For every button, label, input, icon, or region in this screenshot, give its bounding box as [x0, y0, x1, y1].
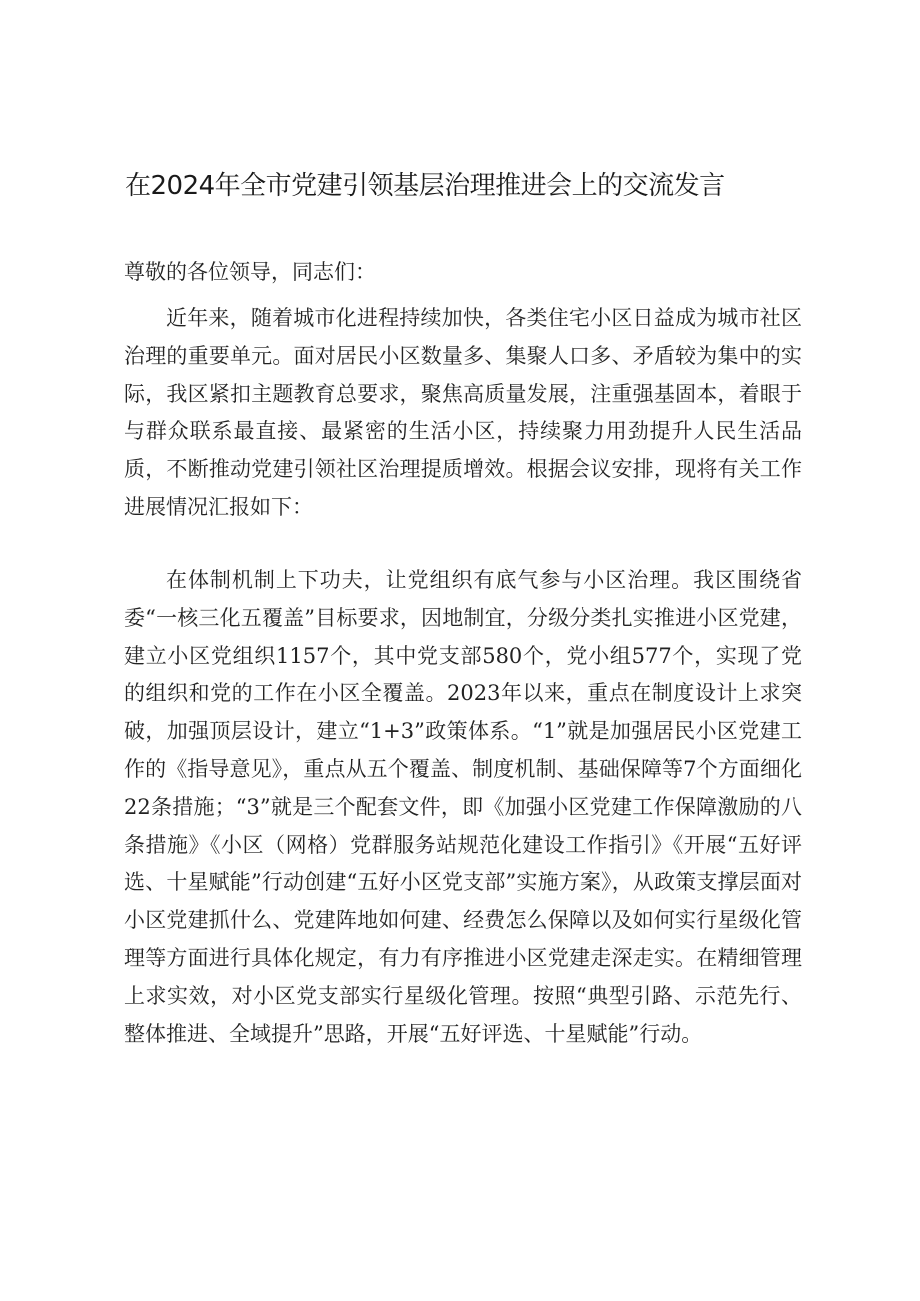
paragraph-intro: 近年来，随着城市化进程持续加快，各类住宅小区日益成为城市社区治理的重要单元。面对居民小区数量多、集聚人口多、矛盾较为集中的实际，我区紧扣主题教育总要求，聚焦高质量发展，注重强基固本，着眼于与群众联系最直接、最紧密的生活小区，持续聚力用劲提升人民生活品质，不断推动党建引领社区治理提质增效。根据会议安排，现将有关工作进展情况汇报如下： [124, 306, 802, 519]
greeting: 尊敬的各位领导，同志们： [124, 260, 376, 284]
paragraph-mechanism: 在体制机制上下功夫，让党组织有底气参与小区治理。我区围绕省委“一核三化五覆盖”目标要求，因地制宜，分级分类扎实推进小区党建，建立小区党组织1157个，其中党支部580个，党小组577个，实现了党的组织和党的工作在小区全覆盖。2023年以来，重点在制度设计上求突破，加强顶层设计，建立“1+3”政策体系。“1”就是加强居民小区党建工作的《指导意见》，重点从五个覆盖、制度机制、基础保障等7个方面细化22条措施；“3”就是三个配套文件，即《加强小区党建工作保障激励的八条措施》《小区（网格）党群服务站规范化建设工作指引》《开展“五好评选、十星赋能”行动创建“五好小区党支部”实施方案》，从政策支撑层面对小区党建抓什么、党建阵地如何建、经费怎么保障以及如何实行星级化管理等方面进行具体化规定，有力有序推进小区党建走深走实。在精细管理上求实效，对小区党支部实行星级化管理。按照“典型引路、示范先行、整体推进、全域提升”思路，开展“五好评选、十星赋能”行动。 [124, 568, 802, 1046]
document-title: 在2024年全市党建引领基层治理推进会上的交流发言 [125, 171, 725, 201]
